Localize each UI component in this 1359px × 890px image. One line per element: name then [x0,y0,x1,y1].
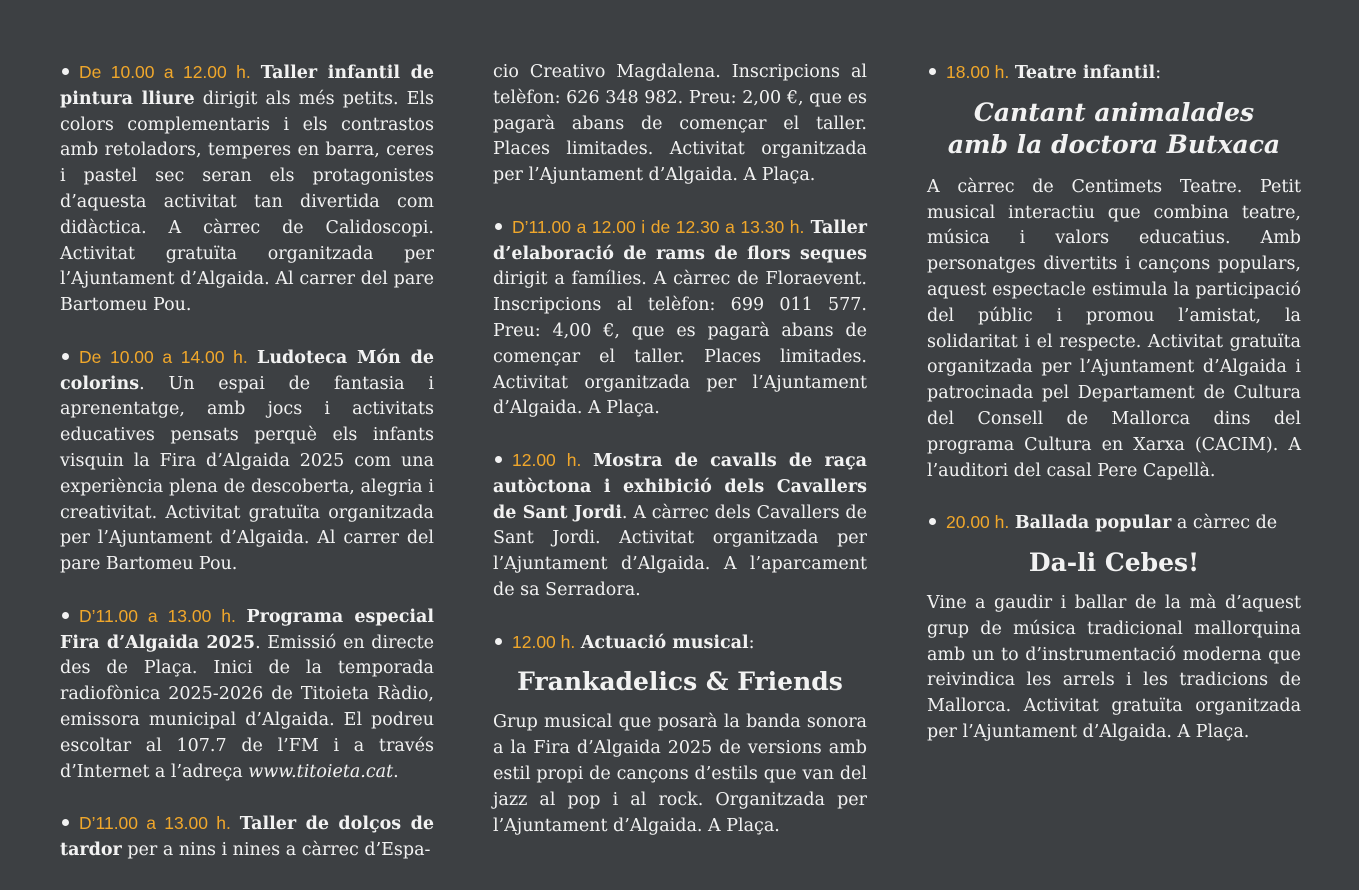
event-title: Taller infantil de pintura lliure [60,63,435,109]
event-description: dirigit als més petits. Els colors complementaris i els contrastos amb retoladors, temperes en barra, ceres i pastel sec seran els protagonistes d’aquesta activitat tan divertida com didàctica. A càrrec de Calidoscopi. Activitat gratuïta organitzada per l’Ajuntament d’Algaida. Al carrer del pare Bartomeu Pou. [60,88,435,316]
event-title: Actuació musical [580,632,749,653]
column-1 [60,60,434,890]
bullet-icon [929,518,936,525]
event-title: Taller de dolços de tardor [60,814,434,860]
event-title: Taller d’elaboració de rams de flors seques [493,217,867,264]
event-description: per a nins i nines a càrrec d’Espa- [121,839,431,860]
bullet-icon [62,612,69,619]
bullet-icon [929,68,936,75]
column-3 [927,60,1301,772]
event-description: Grup musical que posarà la banda sonora a la Fira d’Algaida 2025 de versions amb estil propi de cançons d’estils que van del jazz al pop i al rock. Organitzada per l’Ajuntament d’Algaida. A Plaça. [493,712,867,836]
event-entry [927,60,1301,484]
event-continuation: cio Creativo Magdalena. Inscripcions al telèfon: 626 348 982. Preu: 2,00 €, que es pagarà abans de començar el taller. Places limitades. Activitat organitzada per l’Ajuntament d’Algaida. A Plaça. [493,62,867,186]
event-description: . Emissió en directe des de Plaça. Inici de la temporada radiofònica 2025-2026 de Titoieta Ràdio, emissora municipal d’Algaida. El podreu escoltar al 107.7 de l’FM i a través d’Internet a l’adreça [60,632,434,782]
event-heading [927,510,1301,537]
event-entry [60,60,434,319]
event-time: 12.00 h. [512,449,582,470]
event-title: Ludoteca Món de colorins [60,347,434,394]
event-title: Ballada popular [1014,513,1172,534]
column-2 [493,60,867,865]
event-description: Vine a gaudir i ballar de la mà d’aquest grup de música tradicional mallorquina amb un to d’instrumentació moderna que reivindica les arrels i les tradicions de Mallorca. Activitat gratuïta organitzada per l’Ajuntament d’Algaida. A Plaça. [927,592,1301,742]
event-heading [927,60,1301,87]
event-time: D’11.00 a 13.00 h. [79,813,231,834]
show-headline [927,97,1301,161]
bullet-icon [495,223,502,230]
event-title: Teatre infantil [1014,63,1156,83]
event-time: 20.00 h. [946,512,1010,533]
bullet-icon [62,353,69,360]
event-entry [60,811,434,864]
event-time: De 10.00 a 14.00 h. [79,346,248,367]
event-heading [493,630,867,657]
event-title-colon: : [1155,63,1162,83]
event-entry [493,630,867,840]
event-entry [493,215,867,422]
event-description-end: . [393,761,399,782]
event-entry [493,448,867,604]
event-time: D’11.00 a 12.00 i de 12.30 a 13.30 h. [512,216,805,237]
event-entry [60,604,434,786]
bullet-icon [495,638,502,645]
event-entry [60,345,434,578]
event-title: Programa especial Fira d’Algaida 2025 [60,606,434,653]
event-description: . A càrrec dels Cavallers de Sant Jordi. Activitat organitzada per l’Ajuntament d’Algaida. A l’aparcament de sa Serradora. [493,502,867,600]
website-link[interactable]: www.titoieta.cat [248,761,394,782]
event-description: . Un espai de fantasia i aprenentatge, amb jocs i activitats educatives pensats perquè els infants visquin la Fira d’Algaida 2025 com una experiència plena de descoberta, alegria i creativitat. Activitat gratuïta organitzada per l’Ajuntament d’Algaida. Al carrer del pare Bartomeu Pou. [60,373,434,575]
event-title: Mostra de cavalls de raça autòctona i exhibició dels Cavallers de Sant Jordi [493,450,867,523]
event-description: dirigit a famílies. A càrrec de Floraevent. Inscripcions al telèfon: 699 011 577. Preu: 4,00 €, que es pagarà abans de començar el taller. Places limitades. Activitat organitzada per l’Ajuntament d’Algaida. A Plaça. [493,269,867,419]
bullet-icon [495,456,502,463]
performer-headline: Frankadelics & Friends [517,667,843,697]
event-entry [927,510,1301,746]
event-title-colon: : [748,632,755,653]
bullet-icon [62,68,69,75]
show-headline-line-2: amb la doctora Butxaca [947,129,1281,159]
show-headline-line-1: Cantant animalades [973,97,1255,127]
performer-headline: Da-li Cebes! [1028,547,1200,577]
event-time: D’11.00 a 13.00 h. [79,605,236,626]
event-description: A càrrec de Centimets Teatre. Petit musical interactiu que combina teatre, música i valors educatius. Amb personatges divertits i cançons populars, aquest espectacle estimula la participació del públic i promou l’amistat, la solidaritat i el respecte. Activitat gratuïta organitzada per l’Ajuntament d’Algaida i patrocinada pel Departament de Cultura del Consell de Mallorca dins del programa Cultura en Xarxa (CACIM). A l’auditori del casal Pere Capellà. [927,176,1301,481]
bullet-icon [62,819,69,826]
event-title-after: a càrrec de [1171,513,1278,534]
event-time: De 10.00 a 12.00 h. [79,62,251,82]
event-time: 18.00 h. [946,62,1010,82]
event-time: 12.00 h. [512,631,576,652]
